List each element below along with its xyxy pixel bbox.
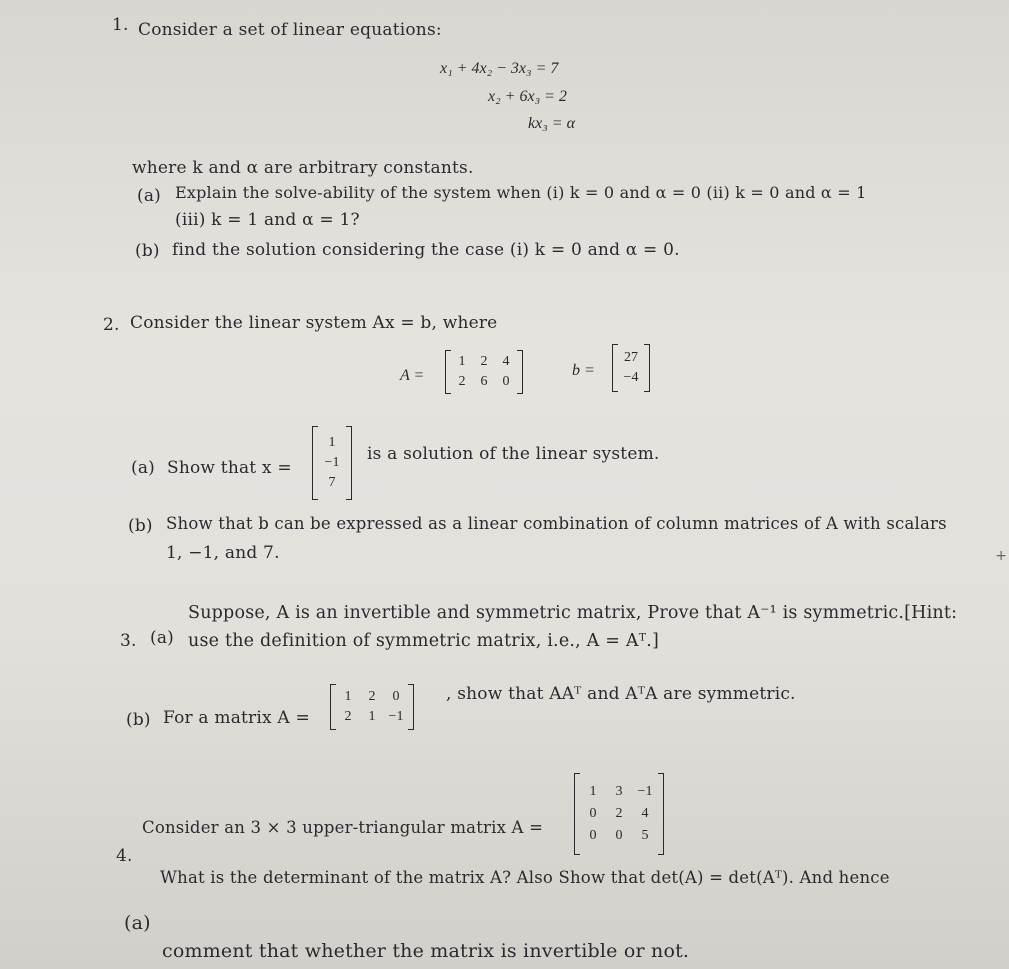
q2-x-vector [312, 426, 352, 500]
matrix-cell: 2 [368, 689, 376, 704]
right-bracket [644, 344, 650, 392]
q1-equation-3: kx₃ = α [528, 115, 575, 132]
q3-number: 3. [120, 631, 137, 651]
matrix-cell: −4 [623, 370, 639, 385]
q1-a-label: (a) [137, 186, 161, 206]
q1-number: 1. [112, 15, 129, 35]
right-bracket [346, 426, 352, 500]
q2-a-post: is a solution of the linear system. [367, 444, 660, 464]
q2-b-label: b = [572, 362, 595, 379]
q4-a-label: (a) [124, 912, 151, 934]
matrix-cells [618, 350, 644, 386]
matrix-cell: 2 [458, 374, 466, 389]
matrix-cell: −1 [324, 455, 340, 470]
q2-number: 2. [103, 315, 120, 335]
right-bracket [517, 350, 523, 394]
q3-a-line-2: use the definition of symmetric matrix, i.e., A = Aᵀ.] [188, 631, 660, 651]
matrix-cells [580, 784, 658, 844]
matrix-cell: 0 [589, 828, 597, 843]
q2-A-matrix [445, 350, 523, 394]
matrix-cells [451, 354, 517, 390]
matrix-cell: 1 [344, 689, 352, 704]
q3-b-post: , show that AAᵀ and AᵀA are symmetric. [446, 684, 796, 704]
matrix-cell: 0 [502, 374, 510, 389]
right-bracket [408, 684, 414, 730]
q1-equation-2: x₂ + 6x₃ = 2 [488, 88, 567, 105]
matrix-cell: 3 [615, 784, 623, 799]
matrix-cell: −1 [388, 709, 404, 724]
q4-a-line-0: What is the determinant of the matrix A? Also Show that det(A) = det(Aᵀ). And hence [160, 868, 890, 887]
q2-b-label: (b) [128, 516, 153, 536]
q4-intro: Consider an 3 × 3 upper-triangular matrix A = [142, 818, 544, 837]
q2-a-label: (a) [131, 458, 155, 478]
q1-b-label: (b) [135, 241, 160, 261]
matrix-cell: 5 [641, 828, 649, 843]
q2-intro: Consider the linear system Ax = b, where [130, 313, 498, 333]
q3-a-line-1: Suppose, A is an invertible and symmetric matrix, Prove that A⁻¹ is symmetric.[Hint: [188, 603, 958, 623]
matrix-cell: 2 [344, 709, 352, 724]
matrix-cell: 1 [368, 709, 376, 724]
matrix-cell: 1 [458, 354, 466, 369]
q1-b-text: find the solution considering the case (i) k = 0 and α = 0. [172, 240, 680, 260]
matrix-cell: 7 [328, 475, 336, 490]
matrix-cell: 1 [328, 435, 336, 450]
q1-where: where k and α are arbitrary constants. [132, 158, 474, 178]
matrix-cell: 0 [615, 828, 623, 843]
matrix-cell: 4 [502, 354, 510, 369]
q4-number: 4. [116, 846, 133, 866]
q1-intro: Consider a set of linear equations: [138, 20, 442, 40]
matrix-cell: 0 [392, 689, 400, 704]
right-bracket [658, 773, 664, 855]
q3-A-matrix [330, 684, 414, 730]
matrix-cell: 1 [589, 784, 597, 799]
matrix-cell: 6 [480, 374, 488, 389]
matrix-cell: 27 [624, 350, 638, 365]
matrix-cells [336, 689, 408, 725]
q3-a-label: (a) [150, 628, 174, 648]
matrix-cell: 2 [480, 354, 488, 369]
q1-a-line-1: Explain the solve-ability of the system when (i) k = 0 and α = 0 (ii) k = 0 and α = 1 [175, 183, 867, 202]
matrix-cells [318, 435, 346, 491]
matrix-cell: 0 [589, 806, 597, 821]
q2-b-vector [612, 344, 650, 392]
q1-equation-1: x₁ + 4x₂ − 3x₃ = 7 [440, 60, 559, 77]
q1-a-line-2: (iii) k = 1 and α = 1? [175, 210, 360, 230]
q2-a-pre: Show that x = [167, 458, 292, 478]
q3-b-pre: For a matrix A = [163, 708, 310, 728]
q4-a-line-2: comment that whether the matrix is invertible or not. [162, 940, 690, 962]
matrix-cell: 2 [615, 806, 623, 821]
q2-A-label: A = [400, 367, 425, 384]
q2-b-line-2: 1, −1, and 7. [166, 543, 280, 563]
q4-A-matrix [574, 773, 664, 855]
q3-b-label: (b) [126, 710, 151, 730]
margin-mark: + [995, 548, 1007, 564]
matrix-cell: 4 [641, 806, 649, 821]
matrix-cell: −1 [637, 784, 653, 799]
q2-b-line-1: Show that b can be expressed as a linear combination of column matrices of A with scalars [166, 514, 947, 533]
